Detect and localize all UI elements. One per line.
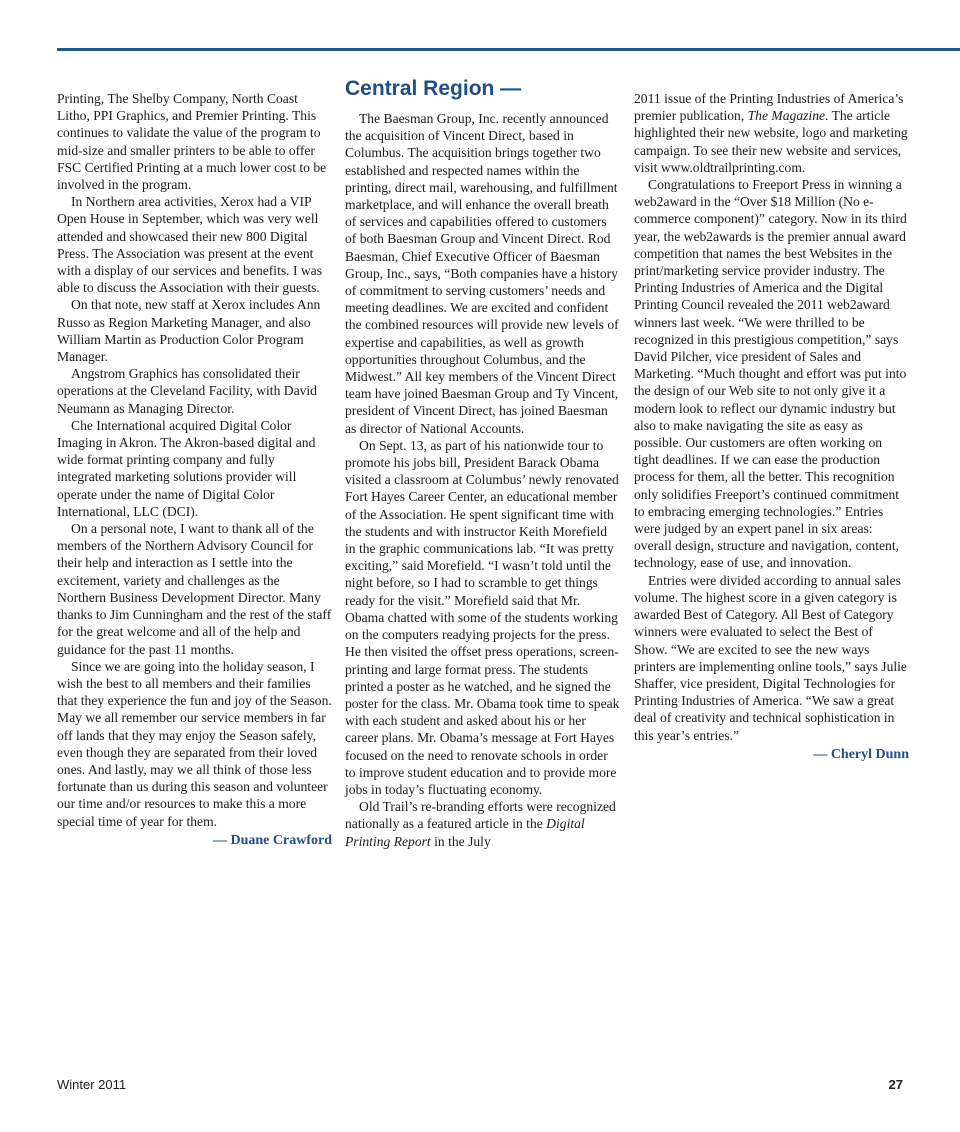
author-byline: — Duane Crawford	[213, 832, 332, 848]
page-number: 27	[888, 1077, 903, 1092]
paragraph: Entries were divided according to annual sales volume. The highest score in a given category is awarded Best of Category. All Best of Category winners were evaluated to select the Best of Show. “We are excited to see the new ways printers are implementing online tools,” says Julie Shaffer, vice president, Digital Technologies for Printing Industries of America. “We saw a great deal of creativity and technical sophistication in this year’s entries.”	[634, 572, 907, 743]
paragraph: The Baesman Group, Inc. recently announced the acquisition of Vincent Direct, based in Columbus. The acquisition brings together two established and respected names within the printing, direct mail, warehousing, and fulfillment marketplace, and will enhance the overall breath of services and capabilities offered to customers of both Baesman Group and Vincent Direct. Rod Baesman, Chief Executive Officer of Baesman Group, Inc., says, “Both companies have a history of commitment to serving customers’ needs and meeting deadlines. We are excited and confident the combined resources will provide new levels of expertise and capabilities, as well as growth opportunities throughout Columbus, and the Midwest.” All key members of the Vincent Direct team have joined Baesman Group and Ty Vincent, president of Vincent Direct, has joined Baesman as director of National Accounts.	[345, 111, 619, 436]
paragraph	[345, 798, 620, 850]
section-heading: Central Region —	[345, 77, 522, 100]
author-byline: — Cheryl Dunn	[813, 746, 909, 762]
column-right	[634, 90, 909, 763]
column-middle	[345, 77, 620, 850]
paragraph: Angstrom Graphics has consolidated their operations at the Cleveland Facility, with David Neumann as Managing Director.	[57, 366, 317, 416]
paragraph-text: . The article highlighted their new website, logo and marketing campaign. To see their new website and services, visit www.oldtrailprinting.com.	[634, 108, 908, 175]
paragraph	[634, 90, 909, 176]
paragraph-text: Old Trail’s re-branding efforts were recognized nationally as a featured article in the	[345, 799, 616, 832]
paragraph-text: 2011 issue of the Printing Industries of America’s premier publication,	[634, 91, 904, 124]
issue-label: Winter 2011	[57, 1077, 127, 1092]
paragraph-text: in the July	[430, 833, 491, 849]
paragraph: On that note, new staff at Xerox includes Ann Russo as Region Marketing Manager, and also William Martin as Production Color Program Manager.	[57, 297, 321, 365]
publication-title: Digital Printing Report	[345, 816, 585, 849]
paragraph: In Northern area activities, Xerox had a VIP Open House in September, which was very well attended and showcased their new 800 Digital Press. The Association was present at the event with a display of our services and benefits. I was able to discuss the Association with their guests.	[57, 194, 323, 296]
paragraph: Printing, The Shelby Company, North Coast Litho, PPI Graphics, and Premier Printing. This continues to validate the value of the program to mid-size and smaller printers to be able to offer FSC Certified Printing at a much lower cost to be involved in the program.	[57, 91, 327, 193]
paragraph: Che International acquired Digital Color Imaging in Akron. The Akron-based digital and wide format printing company and fully integrated marketing solutions provider will operate under the name of Digital Color International, LLC (DCI).	[57, 417, 316, 519]
column-left	[57, 90, 332, 849]
paragraph: Congratulations to Freeport Press in winning a web2award in the “Over $18 Million (No e-commerce component)” category. Now in its third year, the web2awards is the premier annual award competition that names the best Websites in the print/marketing service provider industry. The Printing Industries of America and the Digital Printing Council revealed the 2011 web2award winners last week. “We were thrilled to be recognized in this prestigious competition,” says David Pilcher, vice president of Sales and Marketing. “Much thought and effort was put into the design of our Web site to not only give it a modern look to reflect our dynamic industry but also to make navigating the site as easy as possible. Our customers are often working on tight deadlines. If we can ease the production process for them, all the better. This recognition only solidifies Freeport’s continued commitment to embracing emerging technologies.” Entries were judged by an expert panel in six areas: overall design, structure and navigation, content, technology, ease of use, and innovation.	[634, 177, 907, 571]
paragraph: On a personal note, I want to thank all of the members of the Northern Advisory Council for their help and interaction as I settle into the excitement, variety and challenges as the Northern Business Development Director. Many thanks to Jim Cunningham and the rest of the staff for the great welcome and all of the help and guidance for the past 11 months.	[57, 521, 332, 657]
paragraph: Since we are going into the holiday season, I wish the best to all members and their families that they experience the fun and joy of the Season. May we all remember our service members in far off lands that they may enjoy the Season safely, even though they are separated from their loved ones. And lastly, may we all think of those less fortunate than us during this season and volunteer our time and/or resources to make this a more special time of year for them.	[57, 658, 332, 829]
header-rule	[57, 48, 960, 51]
publication-title: The Magazine	[747, 108, 826, 124]
paragraph: On Sept. 13, as part of his nationwide tour to promote his jobs bill, President Barack Obama visited a classroom at Columbus’ newly renovated Fort Hayes Career Center, an educational member of the Association. He spent significant time with the students and with instructor Keith Morefield in the graphic communications lab. “It was pretty exciting,” said Morefield. “I wasn’t told until the night before, so I had to scramble to get things ready for the visit.” Morefield said that Mr. Obama chatted with some of the students working on the computers readying projects for the press. He then visited the offset press operations, screen-printing and large format press. The students printed a poster as he watched, and he signed the poster for the class. Mr. Obama took time to speak with each student and asked about his or her career plans. Mr. Obama’s message at Fort Hayes focused on the need to renovate schools in order to improve student education and to provide more jobs in today’s fluctuating economy.	[345, 437, 620, 797]
